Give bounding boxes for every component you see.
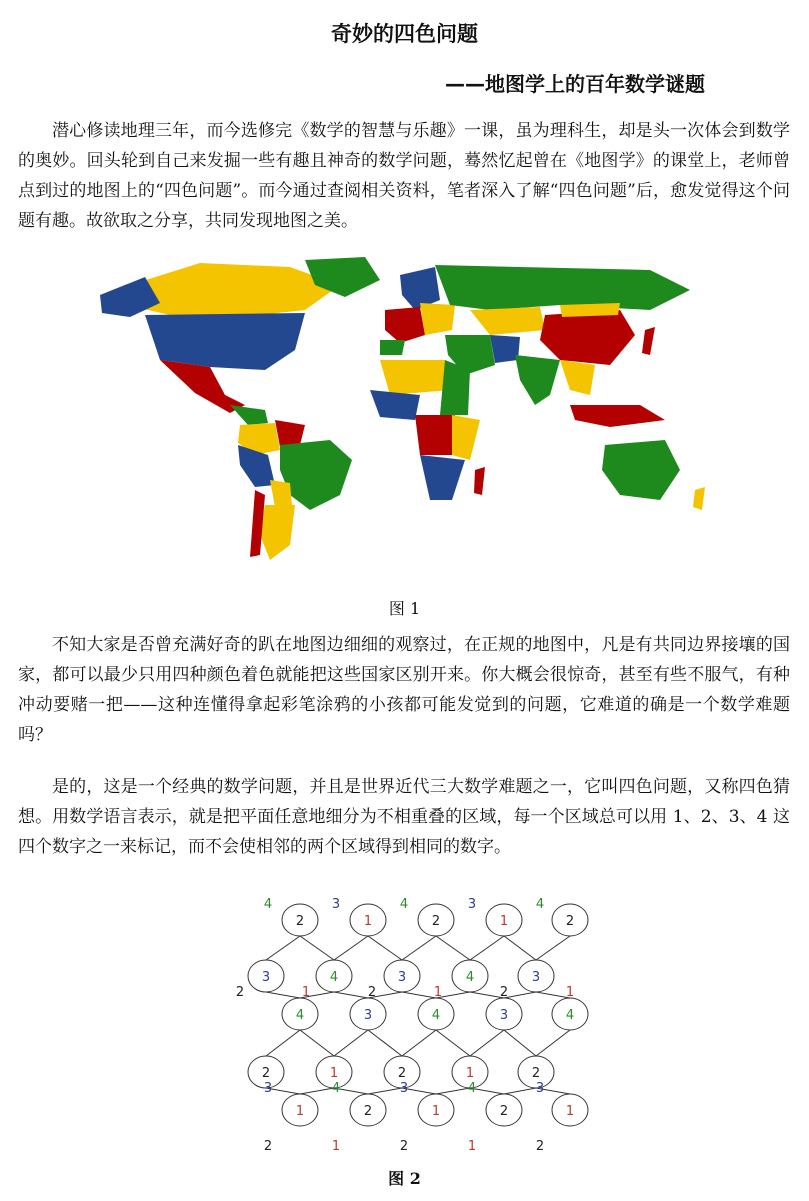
lattice-node-digit: 1 [431,1104,441,1119]
lattice-region-digit: 2 [535,1139,545,1154]
world-map-figure [90,255,730,565]
lattice-node-digit: 2 [363,1104,373,1119]
lattice-edge [504,936,536,960]
map-region-india [515,355,560,405]
lattice-edge [536,1030,570,1056]
page-title: 奇妙的四色问题 [331,22,478,46]
map-region-southeast-asia [560,360,595,395]
lattice-region-digit: 3 [331,897,341,912]
figure-2-caption: 图 2 [388,1169,421,1188]
lattice-edge [536,936,570,960]
lattice-region-digit: 1 [331,1139,341,1154]
map-region-canada [130,263,340,317]
intro-paragraph: 潜心修读地理三年，而今选修完《数学的智慧与乐趣》一课，虽为理科生，却是头一次体会到数学的奥妙。回头轮到自己来发掘一些有趣且神奇的数学问题，蓦然忆起曾在《地图学》的课堂上，老师曾点到过的地图上的“四色问题”。而今通过查阅相关资料，笔者深入了解“四色问题”后，愈发觉得这个问题有趣。故欲取之分享，共同发现地图之美。 [18,121,790,231]
lattice-node-digit: 3 [531,970,541,985]
lattice-node-digit: 2 [397,1066,407,1081]
lattice-region-digit: 1 [301,985,311,1000]
map-region-scandinavia [400,267,440,310]
lattice-node-digit: 2 [295,914,305,929]
lattice-node-digit: 1 [329,1066,339,1081]
lattice-node-digit: 2 [499,1104,509,1119]
lattice-region-digit: 1 [467,1139,477,1154]
lattice-edge [470,1030,504,1056]
lattice-edge [436,936,470,960]
map-region-egypt-sudan [440,360,470,415]
lattice-node-digit: 4 [465,970,475,985]
map-region-russia [435,265,690,310]
map-region-iran [490,335,520,363]
map-region-kazakhstan [470,307,545,335]
map-region-mongolia [560,303,620,317]
map-region-central-africa [415,415,455,455]
lattice-edge [368,936,402,960]
lattice-node-digit: 2 [431,914,441,929]
lattice-edge [402,936,436,960]
lattice-node-digit: 1 [565,1104,575,1119]
lattice-node-digit: 1 [295,1104,305,1119]
body-paragraph-3: 是的，这是一个经典的数学问题，并且是世界近代三大数学难题之一，它叫四色问题，又称四色猜想。用数学语言表示，就是把平面任意地细分为不相重叠的区域，每一个区域总可以用 1、2、3、4 这四个数字之一来标记，而不会使相邻的两个区域得到相同的数字。 [18,777,790,857]
lattice-edge [402,992,436,998]
map-region-west-africa [370,390,420,420]
map-region-central-america [230,405,268,425]
lattice-region-digit: 4 [331,1081,341,1096]
lattice-edge [300,936,334,960]
page-subtitle: ——地图学上的百年数学谜题 [445,72,705,96]
lattice-region-digit: 2 [367,985,377,1000]
figure-1-caption: 图 1 [388,599,421,618]
lattice-region-digit: 3 [535,1081,545,1096]
lattice-edge [266,1030,300,1056]
map-region-east-africa [452,415,480,460]
lattice-node-digit: 3 [397,970,407,985]
lattice-edge [334,936,368,960]
lattice-region-digit: 1 [565,985,575,1000]
lattice-edge [504,1030,536,1056]
lattice-node-digit: 1 [499,914,509,929]
lattice-edge [436,1030,470,1056]
map-region-madagascar [474,467,485,495]
lattice-edge [470,936,504,960]
lattice-edge [300,1030,334,1056]
map-region-iberia [380,340,405,355]
lattice-node-digit: 2 [531,1066,541,1081]
lattice-node-digit: 4 [565,1008,575,1023]
lattice-node-digit: 4 [329,970,339,985]
lattice-node-digit: 1 [465,1066,475,1081]
lattice-region-digit: 3 [399,1081,409,1096]
lattice-node-digit: 4 [295,1008,305,1023]
map-region-indonesia [570,405,665,427]
lattice-edge [334,1030,368,1056]
map-region-australia [602,440,680,500]
lattice-region-digit: 3 [263,1081,273,1096]
lattice-edge [504,992,536,998]
map-region-japan [642,327,655,355]
lattice-region-digit: 2 [263,1139,273,1154]
lattice-region-digit: 2 [399,1139,409,1154]
lattice-region-digit: 3 [467,897,477,912]
lattice-region-digit: 1 [433,985,443,1000]
lattice-region-digit: 4 [535,897,545,912]
four-color-graph-figure [228,878,593,1160]
lattice-region-digit: 4 [467,1081,477,1096]
lattice-edge [266,936,300,960]
lattice-node-digit: 3 [363,1008,373,1023]
lattice-region-digit: 2 [235,985,245,1000]
lattice-edge [266,992,300,998]
map-region-north-africa [380,360,450,395]
body-paragraph-2: 不知大家是否曾充满好奇的趴在地图边细细的观察过，在正规的地图中，凡是有共同边界接壤的国家，都可以最少只用四种颜色着色就能把这些国家区别开来。你大概会很惊奇，甚至有些不服气，有种冲动要赌一把——这种连懂得拿起彩笔涂鸦的小孩都可能发觉到的问题，它难道的确是一个数学难题吗？ [18,635,790,745]
lattice-edge [368,1088,402,1094]
lattice-node-digit: 3 [499,1008,509,1023]
map-region-argentina [260,505,295,560]
lattice-edge [300,1088,334,1094]
lattice-node-digit: 1 [363,914,373,929]
lattice-node-digit: 2 [565,914,575,929]
lattice-node-digit: 2 [261,1066,271,1081]
lattice-node-digit: 3 [261,970,271,985]
lattice-edge [504,1088,536,1094]
lattice-region-digit: 2 [499,985,509,1000]
map-region-new-zealand [693,487,705,510]
lattice-edge [436,1088,470,1094]
map-region-china [540,310,635,365]
map-region-western-europe [385,307,425,343]
lattice-node-digit: 4 [431,1008,441,1023]
map-region-southern-africa [420,455,465,500]
lattice-edge [402,1030,436,1056]
lattice-edge [368,1030,402,1056]
lattice-region-digit: 4 [263,897,273,912]
map-region-central-europe [420,303,455,335]
lattice-region-digit: 4 [399,897,409,912]
map-region-bolivia [270,480,292,507]
lattice-edge [334,992,368,998]
